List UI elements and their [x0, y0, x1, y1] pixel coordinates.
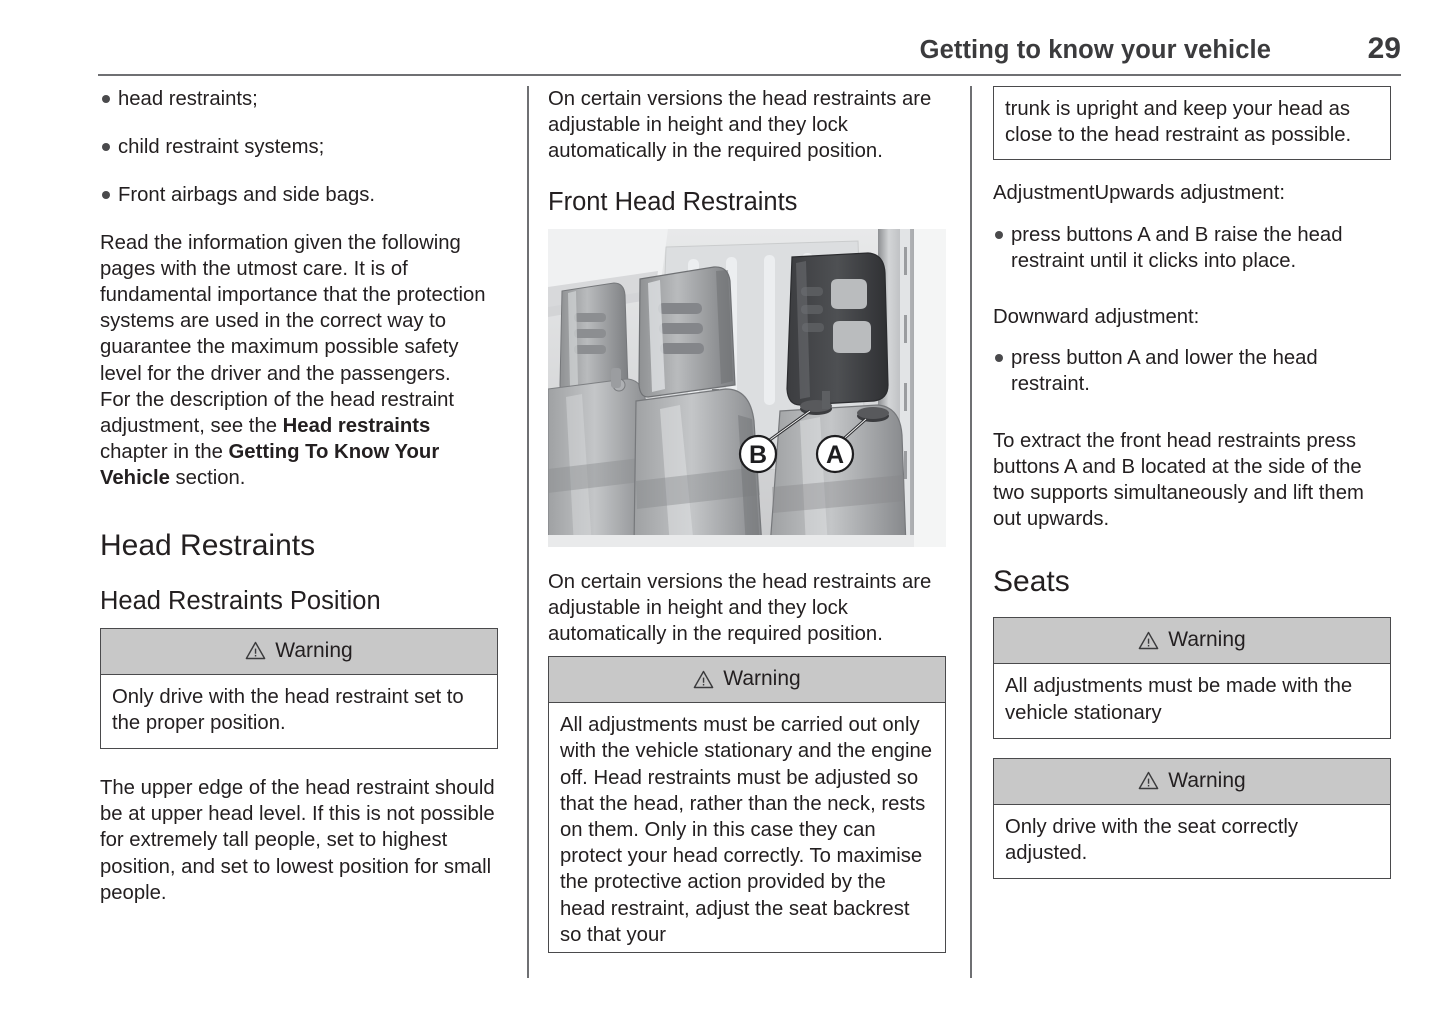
column-three — [993, 86, 1391, 879]
warning-box-head-restraint-adjustment — [548, 656, 946, 953]
paragraph-upper-edge: The upper edge of the head restraint should be at upper head level. If this is not possible for extremely tall people, set to highest position, and set to lowest position for small people. — [100, 777, 495, 904]
paragraph-end-text: section. — [169, 467, 246, 490]
column-two — [548, 86, 946, 953]
warning-label: Warning — [723, 667, 801, 691]
safety-systems-bullet-list — [100, 86, 498, 209]
list-item: head restraints; — [100, 86, 498, 112]
warning-box-seat-correctly-adjusted — [993, 758, 1391, 879]
heading-head-restraints: Head Restraints — [100, 528, 316, 562]
warning-box-header — [549, 657, 945, 703]
svg-text:A: A — [825, 440, 845, 469]
warning-label: Warning — [1168, 768, 1246, 792]
warning-box-continuation: trunk is upright and keep your head as close to the head restraint as possible. — [993, 86, 1391, 160]
heading-adjustment-upwards: AdjustmentUpwards adjustment: — [993, 182, 1285, 205]
heading-head-restraints-position: Head Restraints Position — [100, 586, 381, 615]
callout-a — [817, 436, 853, 472]
list-item: child restraint systems; — [100, 134, 498, 160]
warning-box-header — [994, 618, 1390, 664]
svg-text:B: B — [748, 440, 768, 469]
paragraph-lead-text: For the description of the head restraint adjustment, see the — [100, 388, 454, 438]
upwards-adjustment-bullet-list — [993, 222, 1391, 274]
paragraph-mid-text: chapter in the — [100, 441, 229, 464]
bold-ref-head-restraints: Head restraints — [282, 415, 431, 438]
warning-box-header — [994, 759, 1390, 805]
warning-box-body: All adjustments must be made with the vehicle stationary — [1005, 675, 1353, 724]
warning-label: Warning — [275, 638, 353, 662]
column-divider-right — [970, 86, 972, 978]
warning-label: Warning — [1168, 628, 1246, 652]
list-item: press buttons A and B raise the head restraint until it clicks into place. — [993, 222, 1391, 274]
front-head-restraints-illustration — [548, 229, 946, 547]
paragraph-extract-head-restraints: To extract the front head restraints press buttons A and B located at the side of the two supports simultaneously and lift them out upwards. — [993, 429, 1364, 531]
page-number: 29 — [1367, 32, 1401, 65]
callout-b — [740, 436, 776, 472]
warning-box-head-restraint-position — [100, 628, 498, 749]
heading-front-head-restraints: Front Head Restraints — [548, 187, 798, 216]
paragraph-read-information: Read the information given the following pages with the utmost care. It is of fundamental importance that the protection systems are used in the correct way to guarantee the maximum possible safety level for the driver and the passengers. — [100, 231, 486, 385]
paragraph-versions-adjustable-mid: On certain versions the head restraints are adjustable in height and they lock automatically in the required position. — [548, 570, 932, 646]
paragraph-head-restraint-reference — [100, 387, 498, 492]
warning-box-body: All adjustments must be carried out only with the vehicle stationary and the engine off. Head restraints must be adjusted so that the head, rather than the neck, rests on them. Only in this case they can protect your head correctly. To maximise the protective action provided by the head restraint, adjust the seat backrest so that your — [560, 714, 933, 946]
warning-box-body: Only drive with the head restraint set to the proper position. — [112, 685, 464, 734]
heading-seats: Seats — [993, 565, 1070, 599]
warning-triangle-icon — [693, 670, 714, 689]
warning-box-body: Only drive with the seat correctly adjusted. — [1005, 815, 1299, 865]
page-header — [98, 32, 1401, 74]
warning-triangle-icon — [1138, 631, 1159, 650]
heading-downward-adjustment: Downward adjustment: — [993, 306, 1200, 329]
paragraph-versions-adjustable-top: On certain versions the head restraints are adjustable in height and they lock automatically in the required position. — [548, 88, 932, 163]
warning-triangle-icon — [245, 641, 266, 660]
warning-box-seat-adjustments — [993, 617, 1391, 738]
page-title: Getting to know your vehicle — [919, 36, 1271, 64]
header-divider-rule — [98, 74, 1401, 76]
list-item: Front airbags and side bags. — [100, 182, 498, 208]
warning-triangle-icon — [1138, 771, 1159, 790]
column-divider-left — [527, 86, 529, 978]
column-one — [100, 86, 498, 906]
bold-ref-getting-to-know: Getting To Know Your Vehicle — [100, 441, 440, 490]
downward-adjustment-bullet-list — [993, 345, 1391, 397]
warning-box-header — [101, 629, 497, 675]
list-item: press button A and lower the head restraint. — [993, 345, 1391, 397]
